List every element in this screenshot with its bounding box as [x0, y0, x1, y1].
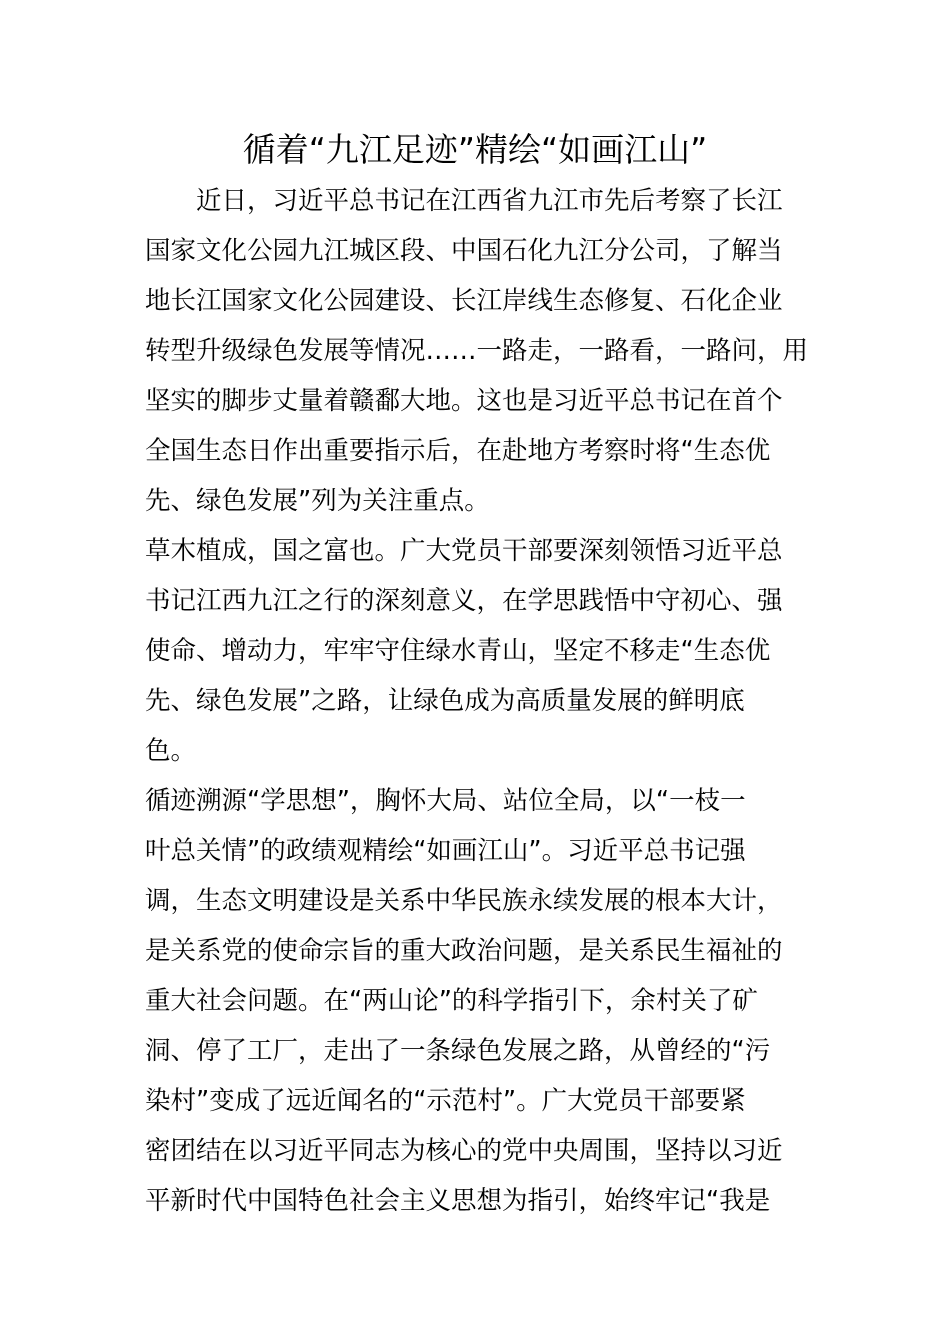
text-line: 先、绿色发展”列为关注重点。 [145, 486, 490, 516]
text-line: 坚实的脚步丈量着赣鄱大地。这也是习近平总书记在首个 [145, 386, 783, 416]
text-line: 是关系党的使命宗旨的重大政治问题，是关系民生福祉的 [145, 936, 783, 966]
text-line: 叶总关情”的政绩观精绘“如画江山”。习近平总书记强 [145, 836, 746, 866]
document-body [145, 176, 810, 1226]
text-line: 密团结在以习近平同志为核心的党中央周围，坚持以习近 [145, 1136, 783, 1166]
text-line: 地长江国家文化公园建设、长江岸线生态修复、石化企业 [145, 286, 783, 316]
text-line: 洞、停了工厂，走出了一条绿色发展之路，从曾经的“污 [145, 1036, 771, 1066]
text-line: 染村”变成了远近闻名的“示范村”。广大党员干部要紧 [145, 1086, 746, 1116]
text-line: 草木植成，国之富也。广大党员干部要深刻领悟习近平总 [145, 536, 783, 566]
text-line: 国家文化公园九江城区段、中国石化九江分公司，了解当 [145, 236, 783, 266]
text-line: 转型升级绿色发展等情况……一路走，一路看，一路问，用 [145, 336, 809, 366]
text-line: 使命、增动力，牢牢守住绿水青山，坚定不移走“生态优 [145, 636, 771, 666]
text-line: 色。 [145, 736, 197, 766]
text-line: 先、绿色发展”之路，让绿色成为高质量发展的鲜明底 [145, 686, 745, 716]
document-title: 循着“九江足迹”精绘“如画江山” [242, 130, 708, 169]
text-line: 调，生态文明建设是关系中华民族永续发展的根本大计， [145, 886, 783, 916]
text-line: 循迹溯源“学思想”，胸怀大局、站位全局，以“一枝一 [145, 786, 746, 816]
text-line: 重大社会问题。在“两山论”的科学指引下，余村关了矿 [145, 986, 758, 1016]
text-line: 近日，习近平总书记在江西省九江市先后考察了长江 [145, 186, 783, 216]
text-line: 平新时代中国特色社会主义思想为指引，始终牢记“我是 [145, 1186, 771, 1216]
text-line: 全国生态日作出重要指示后，在赴地方考察时将“生态优 [145, 436, 771, 466]
text-line: 书记江西九江之行的深刻意义，在学思践悟中守初心、强 [145, 586, 783, 616]
